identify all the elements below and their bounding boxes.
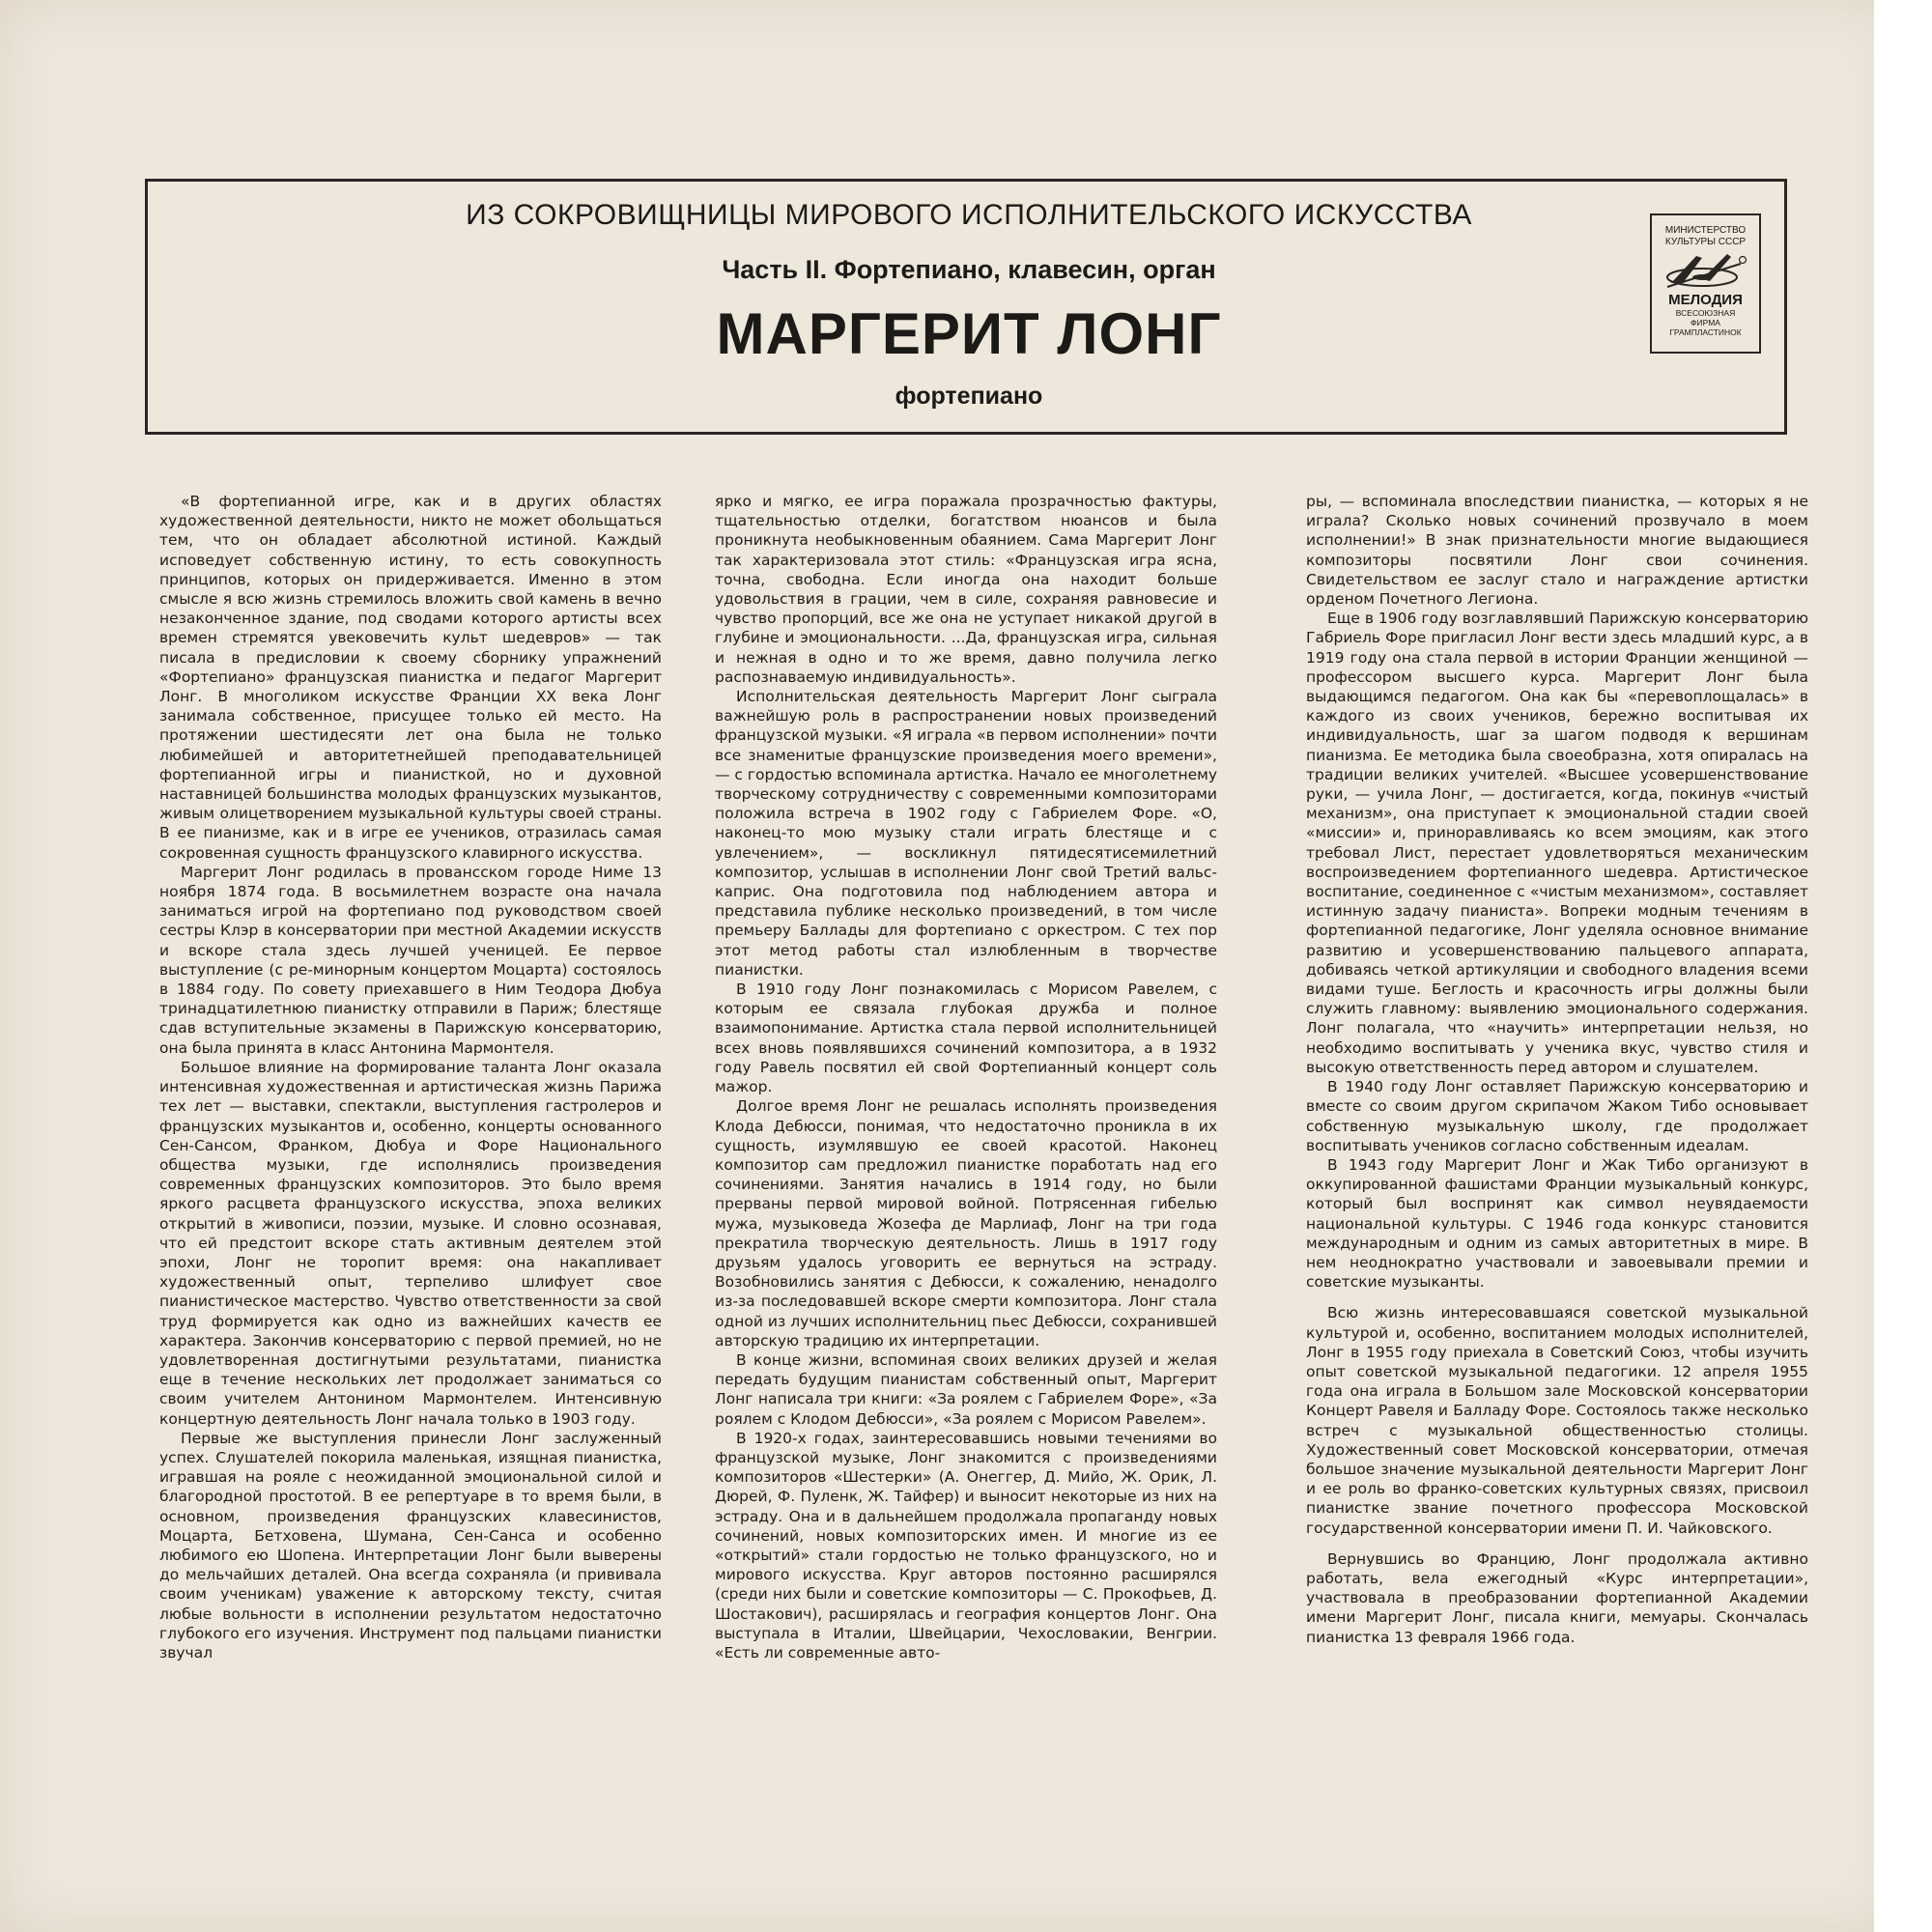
artist-name: МАРГЕРИТ ЛОНГ [716, 301, 1222, 366]
column2-paragraph: Исполнительская деятельность Маргерит Лонг сыграла важнейшую роль в распространении новых произведений французской музыки. «Я играла «в первом исполнении» почти все знаменитые французские произведения моего времени», — с гордостью вспоминала артистка. Начало ее многолетнему творческому сотрудничеству с современными композиторами положила встреча в 1902 году с Габриелем Форе. «О, наконец-то мою музыку стали играть блестяще и с увлечением», — воскликнул пятидесятисемилетний композитор, услышав в исполнении Лонг свой Третий вальс-каприс. Она подготовила под наблюдением автора и представила публике несколько произведений, в том числе премьеру Баллады для фортепиано с оркестром. С тех пор этот метод работы стал излюбленным в творчестве пианистки. [715, 688, 1217, 979]
column2-paragraph: Долгое время Лонг не решалась исполнять произведения Клода Дебюсси, понимая, что недостаточно проникла в их сущность, изумлявшую ее своей красотой. Наконец композитор сам предложил пианистке поработать над его сочинениями. Занятия начались в 1914 году, но были прерваны первой мировой войной. Потрясенная гибелью мужа, музыковеда Жозефа де Марлиаф, Лонг на три года прекратила творческую деятельность. Лишь в 1917 году друзьям удалось уговорить ее вернуться на эстраду. Возобновились занятия с Дебюсси, к сожалению, ненадолго из-за последовавшей вскоре смерти композитора. Лонг стала одной из лучших исполнительниц пьес Дебюсси, сохранившей авторскую традицию их интерпретации. [715, 1097, 1217, 1350]
column3-paragraph: Вернувшись во Францию, Лонг продолжала активно работать, вела ежегодный «Курс интерпретации», участвовала в преобразовании фортепианной Академии имени Маргерит Лонг, писала книги, мемуары. Скончалась пианистка 13 февраля 1966 года. [1306, 1549, 1808, 1646]
column2-paragraph: ярко и мягко, ее игра поражала прозрачностью фактуры, тщательностью отделки, богатством нюансов и была проникнута необыкновенным обаянием. Сама Маргерит Лонг так характеризовала этот стиль: «Французская игра ясна, точна, свободна. Если иногда она находит больше удовольствия в грации, чем в силе, сохраняя равновесие и чувство пропорций, все же она не уступает никакой другой в глубине и эмоциональности. ...Да, французская игра, сильная и нежная в одно и то же время, давно получила легко распознаваемую индивидуальность». [715, 493, 1217, 686]
column3-paragraph: В 1940 году Лонг оставляет Парижскую консерваторию и вместе со своим другом скрипачом Жаком Тибо основывает собственную музыкальную школу, где продолжает воспитывать учеников согласно собственным идеалам. [1306, 1078, 1808, 1154]
column2-paragraph: В 1910 году Лонг познакомилась с Морисом Равелем, с которым ее связала глубокая дружба и полное взаимопонимание. Артистка стала первой исполнительницей всех вновь появлявшихся сочинений композитора, а в 1932 году Равель посвятил ей свой Фортепианный концерт соль мажор. [715, 980, 1217, 1096]
logo-subtitle-1: ВСЕСОЮЗНАЯ [1675, 308, 1736, 318]
melodiya-logo [1650, 213, 1761, 354]
column1-paragraph: Большое влияние на формирование таланта Лонг оказала интенсивная художественная и артистическая жизнь Парижа тех лет — выставки, спектакли, выступления гастролеров и французских музыкантов и, особенно, концерты основанного Сен-Сансом, Франком, Дюбуа и Форе Национального общества музыки, где исполнялись произведения современных французских композиторов. Это было время яркого расцвета французского искусства, эпоха великих открытий в живописи, поэзии, музыке. И словно осознавая, что ей предстоит вскоре стать активным деятелем этой эпохи, Лонг не торопит время: она накапливает художественный опыт, терпеливо шлифует свое пианистическое мастерство. Чувство ответственности за свой труд формируется как одно из важнейших качеств ее характера. Закончив консерваторию с первой премией, но не удовлетворенная достигнутыми результатами, пианистка еще в течение нескольких лет продолжает заниматься со своим учителем Антонином Мармонтелем. Интенсивную концертную деятельность Лонг начала только в 1903 году. [159, 1058, 662, 1428]
series-title: ИЗ СОКРОВИЩНИЦЫ МИРОВОГО ИСПОЛНИТЕЛЬСКОГО ИСКУССТВА [466, 199, 1472, 231]
part-title: Часть II. Фортепиано, клавесин, орган [722, 255, 1216, 284]
column1-paragraph: «В фортепианной игре, как и в других областях художественной деятельности, никто не может обольщаться тем, что он обладает абсолютной истиной. Каждый исповедует собственную истину, то есть совокупность принципов, которых он придерживается. Именно в этом смысле я всю жизнь стремилось вложить свой камень в вечно незаконченное здание, под сводами которого артисты всех времен стремятся увековечить культ шедевров» — так писала в предисловии к своему сборнику упражнений «Фортепиано» французская пианистка и педагог Маргерит Лонг. В многоликом искусстве Франции XX века Лонг занимала собственное, присущее только ей место. На протяжении шестидесяти лет она была не только любимейшей и авторитетнейшей преподавательницей фортепианной игры и пианисткой, но и духовной наставницей большинства молодых французских музыкантов, живым олицетворением музыкальной культуры своей страны. В ее пианизме, как и в игре ее учеников, отразилась самая сокровенная сущность французского клавирного искусства. [159, 493, 662, 862]
text-column-3 [1306, 492, 1808, 1647]
column3-paragraph: ры, — вспоминала впоследствии пианистка, — которых я не играла? Сколько новых сочинений прозвучало в моем исполнении!» В знак признательности многие выдающиеся композиторы посвятили Лонг свои сочинения. Свидетельством ее заслуг стало и награждение артистки орденом Почетного Легиона. [1306, 493, 1808, 609]
melodiya-emblem-icon [1660, 250, 1751, 293]
column1-paragraph: Маргерит Лонг родилась в провансском городе Ниме 13 ноября 1874 года. В восьмилетнем возрасте она начала заниматься игрой на фортепиано под руководством своей сестры Клэр в консерватории при местной Академии искусств и вскоре стала здесь лучшей ученицей. Ее первое выступление (с ре-минорным концертом Моцарта) состоялось в 1884 году. По совету приехавшего в Ним Теодора Дюбуа тринадцатилетнюю пианистку отправили в Париж; блестяще сдав вступительные экзамены в Парижскую консерваторию, она была принята в класс Антонина Мармонтеля. [159, 863, 662, 1057]
logo-subtitle-3: ГРАМПЛАСТИНОК [1669, 327, 1742, 337]
header-box [145, 179, 1787, 435]
column2-paragraph: В конце жизни, вспоминая своих великих друзей и желая передать будущим пианистам собственный опыт, Маргерит Лонг написала три книги: «За роялем с Габриелем Форе», «За роялем с Клодом Дебюсси», «За роялем с Морисом Равелем». [715, 1350, 1217, 1428]
instrument-label: фортепиано [895, 383, 1043, 410]
column3-paragraph: Еще в 1906 году возглавлявший Парижскую консерваторию Габриель Форе пригласил Лонг вести здесь младший курс, а в 1919 году она стала первой в истории Франции женщиной — профессором высшего курса. Маргерит Лонг была выдающимся педагогом. Она как бы «перевоплощалась» в каждого из своих учеников, бережно воспитывая их индивидуальность, шаг за шагом подводя к вершинам пианизма. Ее методика была своеобразна, хотя опиралась на традиции великих учителей. «Высшее усовершенствование руки, — учила Лонг, — достигается, когда, покинув «чистый механизм», она приступает к эмоциональной стадии своей «миссии» и, приноравливаясь ко всем эмоциям, как этого требовал Лист, перестает удовлетворяться механическим воспроизведением фортепианного шедевра. Артистическое воспитание, соединенное с «чистым механизмом», составляет истинную задачу пианиста». Вопреки модным течениям в фортепианной педагогике, Лонг уделяла основное внимание развитию и усовершенствованию пальцевого аппарата, добиваясь четкой артикуляции и свободного владения всеми видами туше. Беглость и красочность игры должны были служить главному: выявлению эмоционального содержания. Лонг полагала, что «научить» интерпретации нельзя, но необходимо воспитывать у ученика вкус, чувство стиля и высокую ответственность перед автором и слушателем. [1306, 610, 1808, 1076]
column3-paragraph: В 1943 году Маргерит Лонг и Жак Тибо организуют в оккупированной фашистами Франции музыкальный конкурс, который был воспринят как символ неувядаемости национальной культуры. С 1946 года конкурс становится международным и одним из самых авторитетных в мире. В нем неоднократно участвовали и завоевывали премии и советские музыканты. [1306, 1155, 1808, 1292]
logo-subtitle-2: ФИРМА [1690, 318, 1720, 327]
logo-name: МЕЛОДИЯ [1668, 292, 1743, 308]
column2-paragraph: В 1920-х годах, заинтересовавшись новыми течениями во французской музыке, Лонг знакомится с произведениями композиторов «Шестерки» (А. Онеггер, Д. Мийо, Ж. Орик, Л. Дюрей, Ф. Пуленк, Ж. Тайфер) и выносит некоторые из них на эстраду. Она и в дальнейшем продолжала пропаганду новых сочинений, новых композиторских имен. И многие из ее «открытий» стали гордостью не только французского, но и мирового искусства. Круг авторов постоянно расширялся (среди них были и советские композиторы — С. Прокофьев, Д. Шостакович), расширялась и география концертов Лонг. Она выступала в Италии, Швейцарии, Чехословакии, Венгрии. «Есть ли современные авто- [715, 1429, 1217, 1662]
column1-paragraph: Первые же выступления принесли Лонг заслуженный успех. Слушателей покорила маленькая, изящная пианистка, игравшая на рояле с неожиданной эмоциональной силой и благородной простотой. В ее репертуаре в то время были, в основном, произведения французских клавесинистов, Моцарта, Бетховена, Шумана, Сен-Санса и особенно любимого ею Шопена. Интерпретации Лонг были выверены до мельчайших деталей. Она всегда сохраняла (и прививала своим ученикам) уважение к авторскому тексту, считая любые вольности в исполнении результатом недостаточно глубокого его изучения. Инструмент под пальцами пианистки звучал [159, 1429, 662, 1662]
column3-paragraph: Всю жизнь интересовавшаяся советской музыкальной культурой и, особенно, воспитанием молодых исполнителей, Лонг в 1955 году приехала в Советский Союз, чтобы изучить опыт советской музыкальной педагогики. 12 апреля 1955 года она играла в Большом зале Московской консерватории Концерт Равеля и Балладу Форе. Состоялось также несколько встреч с музыкальной общественностью столицы. Художественный совет Московской консерватории, отмечая большое значение музыкальной деятельности Маргерит Лонг и ее роль во франко-советских культурных связях, присвоил пианистке звание почетного профессора Московской государственной консерватории имени П. И. Чайковского. [1306, 1304, 1808, 1537]
logo-ministry: МИНИСТЕРСТВО КУЛЬТУРЫ СССР [1664, 225, 1747, 247]
page-margin [1874, 0, 1932, 1932]
text-column-1 [159, 492, 662, 1662]
text-column-2 [715, 492, 1217, 1662]
